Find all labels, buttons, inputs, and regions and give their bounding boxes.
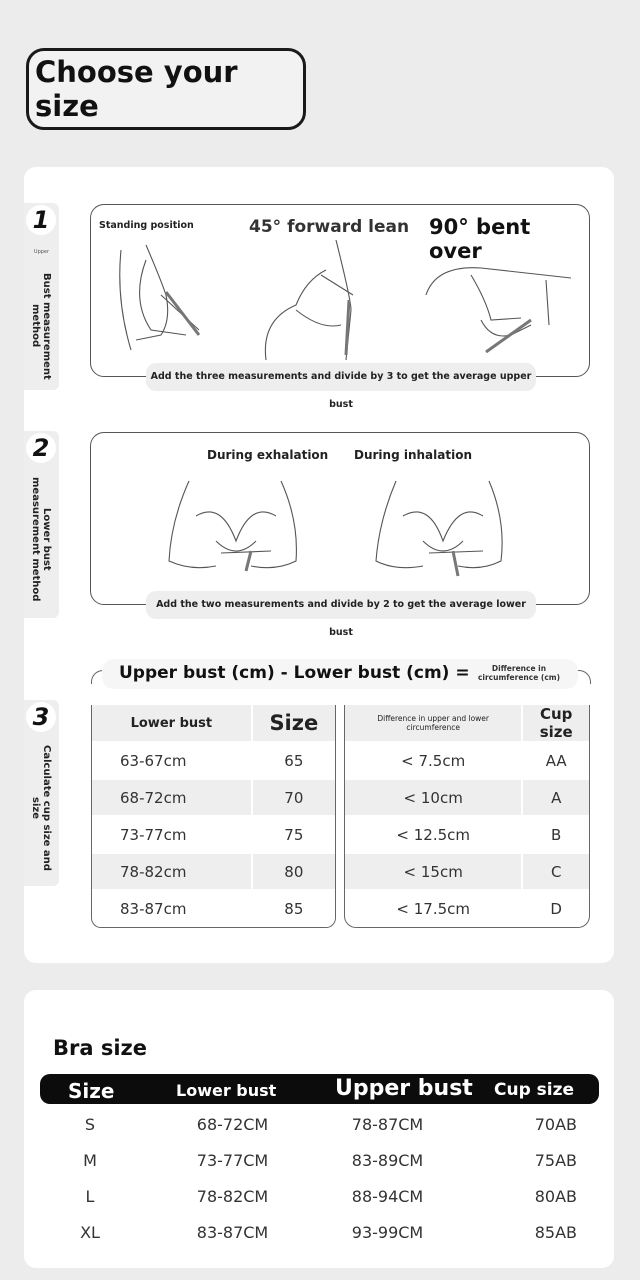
table-cell: 93-99CM xyxy=(351,1222,424,1242)
step-3-tab xyxy=(24,700,59,886)
table-row xyxy=(40,1178,599,1214)
table-row xyxy=(92,742,335,779)
table-row xyxy=(92,816,335,853)
table-cell: < 15cm xyxy=(345,853,522,890)
column-header: Size xyxy=(252,705,335,742)
position-label: During exhalation xyxy=(207,448,329,462)
bra-size-header xyxy=(40,1074,599,1104)
table-cell: B xyxy=(522,816,589,853)
step-number: 2 xyxy=(26,433,56,463)
formula-result: Difference in circumference (cm) xyxy=(477,664,561,682)
table-cell: 78-87CM xyxy=(351,1114,424,1134)
upper-bust-note: Add the three measurements and divide by 3 to get the average upper bust xyxy=(146,363,536,391)
bra-size-table xyxy=(40,1106,599,1250)
table-row xyxy=(92,779,335,816)
lower-bust-note: Add the two measurements and divide by 2 to get the average lower bust xyxy=(146,591,536,619)
table-cell: 83-87CM xyxy=(196,1222,269,1242)
table-row xyxy=(92,890,335,927)
table-cell: < 17.5cm xyxy=(345,890,522,927)
table-row xyxy=(345,890,589,927)
table-cell: 78-82cm xyxy=(92,853,252,890)
column-header: Cup size xyxy=(522,705,589,742)
table-cell: AA xyxy=(522,742,589,779)
step-2-tab xyxy=(24,431,59,618)
table-row xyxy=(92,853,335,890)
page-title: Choose your size xyxy=(26,48,306,130)
position-label: 45° forward lean xyxy=(249,217,410,237)
table-cell: 73-77CM xyxy=(196,1150,269,1170)
column-header: Cup size xyxy=(494,1080,575,1100)
table-cell: 85AB xyxy=(534,1222,577,1242)
table-cell: 68-72cm xyxy=(92,779,252,816)
step-label: Lower bust measurement method xyxy=(30,476,52,602)
position-label: Standing position xyxy=(99,220,194,231)
table-cell: M xyxy=(83,1150,97,1170)
column-header: Lower bust xyxy=(176,1081,277,1100)
table-cell: 83-89CM xyxy=(351,1150,424,1170)
table-row xyxy=(40,1106,599,1142)
column-header: Difference in upper and lower circumference xyxy=(345,705,522,742)
table-cell: 68-72CM xyxy=(196,1114,269,1134)
column-header: Lower bust xyxy=(92,705,252,742)
step-label: Calculate cup size and size xyxy=(30,745,52,871)
table-cell: 73-77cm xyxy=(92,816,252,853)
step-number: 3 xyxy=(26,702,56,732)
column-header: Size xyxy=(68,1079,115,1103)
bra-size-card xyxy=(24,990,614,1268)
cup-size-table xyxy=(344,705,590,928)
lower-bust-panel xyxy=(90,432,590,605)
table-cell: 63-67cm xyxy=(92,742,252,779)
table-cell: A xyxy=(522,779,589,816)
table-cell: 70 xyxy=(252,779,335,816)
step-label: Bust measurement method xyxy=(30,272,52,380)
table-cell: 88-94CM xyxy=(351,1186,424,1206)
table-cell: 78-82CM xyxy=(196,1186,269,1206)
measurement-illustration xyxy=(91,240,591,365)
table-cell: C xyxy=(522,853,589,890)
table-cell: L xyxy=(85,1186,95,1206)
position-label: During inhalation xyxy=(354,448,472,462)
table-cell: 75 xyxy=(252,816,335,853)
table-row xyxy=(345,779,589,816)
table-cell: 70AB xyxy=(534,1114,577,1134)
position-label: 90° bent over xyxy=(429,215,531,263)
formula-text: Upper bust (cm) - Lower bust (cm) = xyxy=(119,663,470,683)
column-header: Upper bust xyxy=(335,1076,473,1101)
table-cell: < 10cm xyxy=(345,779,522,816)
step-number: 1 xyxy=(26,205,56,235)
table-cell: 80AB xyxy=(534,1186,577,1206)
table-cell: 85 xyxy=(252,890,335,927)
bra-size-title: Bra size xyxy=(53,1036,148,1060)
table-row xyxy=(40,1214,599,1250)
table-row xyxy=(345,816,589,853)
table-cell: D xyxy=(522,890,589,927)
step-small-label: Upper xyxy=(33,249,50,255)
formula-bar xyxy=(102,659,578,689)
table-cell: < 12.5cm xyxy=(345,816,522,853)
table-row xyxy=(345,853,589,890)
table-cell: XL xyxy=(80,1222,100,1242)
step-1-tab xyxy=(24,203,59,390)
table-cell: 65 xyxy=(252,742,335,779)
table-row xyxy=(40,1142,599,1178)
table-cell: < 7.5cm xyxy=(345,742,522,779)
table-cell: 80 xyxy=(252,853,335,890)
measurement-illustration xyxy=(91,471,591,596)
table-cell: 75AB xyxy=(534,1150,577,1170)
upper-bust-panel xyxy=(90,204,590,377)
size-table xyxy=(91,705,336,928)
table-cell: 83-87cm xyxy=(92,890,252,927)
table-cell: S xyxy=(84,1114,96,1134)
table-row xyxy=(345,742,589,779)
